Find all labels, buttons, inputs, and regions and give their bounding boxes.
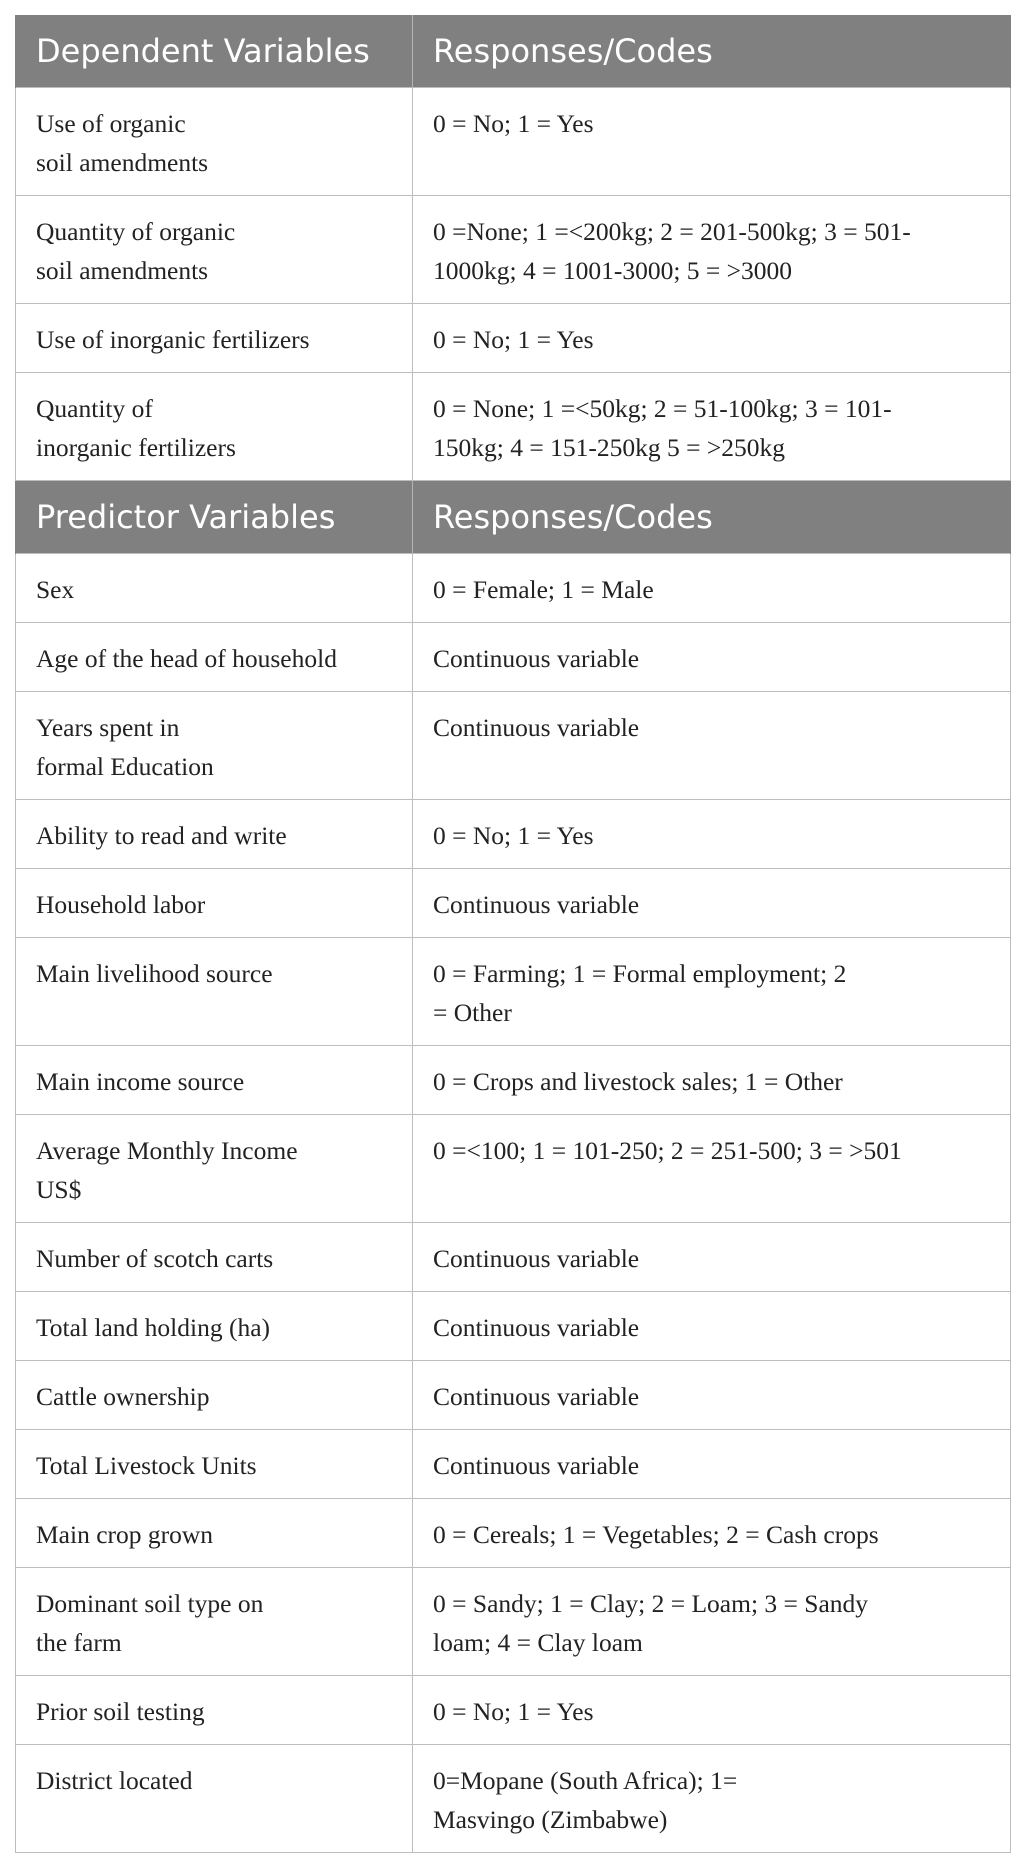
table-row: [16, 304, 1011, 373]
table-row: [16, 938, 1011, 1046]
variable-name-cell: Years spent in formal Education: [16, 692, 413, 800]
response-code-cell: Continuous variable: [413, 1430, 1011, 1499]
response-code-cell: 0 = No; 1 = Yes: [413, 304, 1011, 373]
column-header-variables: Dependent Variables: [16, 15, 413, 88]
response-code-cell: 0 = Farming; 1 = Formal employment; 2 = Other: [413, 938, 1011, 1046]
variable-name-cell: Prior soil testing: [16, 1676, 413, 1745]
response-code-cell: 0 = Sandy; 1 = Clay; 2 = Loam; 3 = Sandy loam; 4 = Clay loam: [413, 1568, 1011, 1676]
variable-name-cell: Quantity of organic soil amendments: [16, 196, 413, 304]
variable-name-cell: Total Livestock Units: [16, 1430, 413, 1499]
table-row: [16, 1046, 1011, 1115]
table-row: [16, 1499, 1011, 1568]
table-row: [16, 554, 1011, 623]
table-row: [16, 196, 1011, 304]
column-header-codes: Responses/Codes: [413, 15, 1011, 88]
response-code-cell: 0 = Crops and livestock sales; 1 = Other: [413, 1046, 1011, 1115]
variable-name-cell: Ability to read and write: [16, 800, 413, 869]
variable-name-cell: Main livelihood source: [16, 938, 413, 1046]
table-row: [16, 869, 1011, 938]
variable-name-cell: Main crop grown: [16, 1499, 413, 1568]
table-body: [16, 15, 1011, 1853]
response-code-cell: 0 =<100; 1 = 101-250; 2 = 251-500; 3 = >501: [413, 1115, 1011, 1223]
response-code-cell: 0 = Female; 1 = Male: [413, 554, 1011, 623]
table-row: [16, 692, 1011, 800]
response-code-cell: Continuous variable: [413, 692, 1011, 800]
variable-name-cell: Main income source: [16, 1046, 413, 1115]
table-row: [16, 1430, 1011, 1499]
variable-name-cell: Dominant soil type on the farm: [16, 1568, 413, 1676]
variable-name-cell: Sex: [16, 554, 413, 623]
table-row: [16, 1115, 1011, 1223]
variable-name-cell: District located: [16, 1745, 413, 1853]
table-row: [16, 623, 1011, 692]
response-code-cell: 0 =None; 1 =<200kg; 2 = 201-500kg; 3 = 501- 1000kg; 4 = 1001-3000; 5 = >3000: [413, 196, 1011, 304]
response-code-cell: 0 = Cereals; 1 = Vegetables; 2 = Cash crops: [413, 1499, 1011, 1568]
variable-name-cell: Average Monthly Income US$: [16, 1115, 413, 1223]
table-row: [16, 1361, 1011, 1430]
table-row: [16, 88, 1011, 196]
table-row: [16, 1292, 1011, 1361]
response-code-cell: 0 = None; 1 =<50kg; 2 = 51-100kg; 3 = 101- 150kg; 4 = 151-250kg 5 = >250kg: [413, 373, 1011, 481]
section-header-row: [16, 481, 1011, 554]
table-row: [16, 373, 1011, 481]
response-code-cell: 0 = No; 1 = Yes: [413, 88, 1011, 196]
section-header-row: [16, 15, 1011, 88]
table-row: [16, 800, 1011, 869]
variable-name-cell: Number of scotch carts: [16, 1223, 413, 1292]
column-header-codes: Responses/Codes: [413, 481, 1011, 554]
response-code-cell: Continuous variable: [413, 623, 1011, 692]
table-row: [16, 1223, 1011, 1292]
table-row: [16, 1745, 1011, 1853]
response-code-cell: Continuous variable: [413, 1361, 1011, 1430]
response-code-cell: Continuous variable: [413, 1292, 1011, 1361]
variable-name-cell: Use of inorganic fertilizers: [16, 304, 413, 373]
variable-name-cell: Household labor: [16, 869, 413, 938]
response-code-cell: Continuous variable: [413, 1223, 1011, 1292]
response-code-cell: 0 = No; 1 = Yes: [413, 1676, 1011, 1745]
table-row: [16, 1568, 1011, 1676]
response-code-cell: 0=Mopane (South Africa); 1= Masvingo (Zimbabwe): [413, 1745, 1011, 1853]
variable-name-cell: Quantity of inorganic fertilizers: [16, 373, 413, 481]
variables-table-container: [15, 15, 1010, 1853]
column-header-variables: Predictor Variables: [16, 481, 413, 554]
response-code-cell: 0 = No; 1 = Yes: [413, 800, 1011, 869]
response-code-cell: Continuous variable: [413, 869, 1011, 938]
variable-name-cell: Use of organic soil amendments: [16, 88, 413, 196]
variable-name-cell: Age of the head of household: [16, 623, 413, 692]
variable-name-cell: Total land holding (ha): [16, 1292, 413, 1361]
variables-table: [15, 15, 1011, 1853]
table-row: [16, 1676, 1011, 1745]
variable-name-cell: Cattle ownership: [16, 1361, 413, 1430]
